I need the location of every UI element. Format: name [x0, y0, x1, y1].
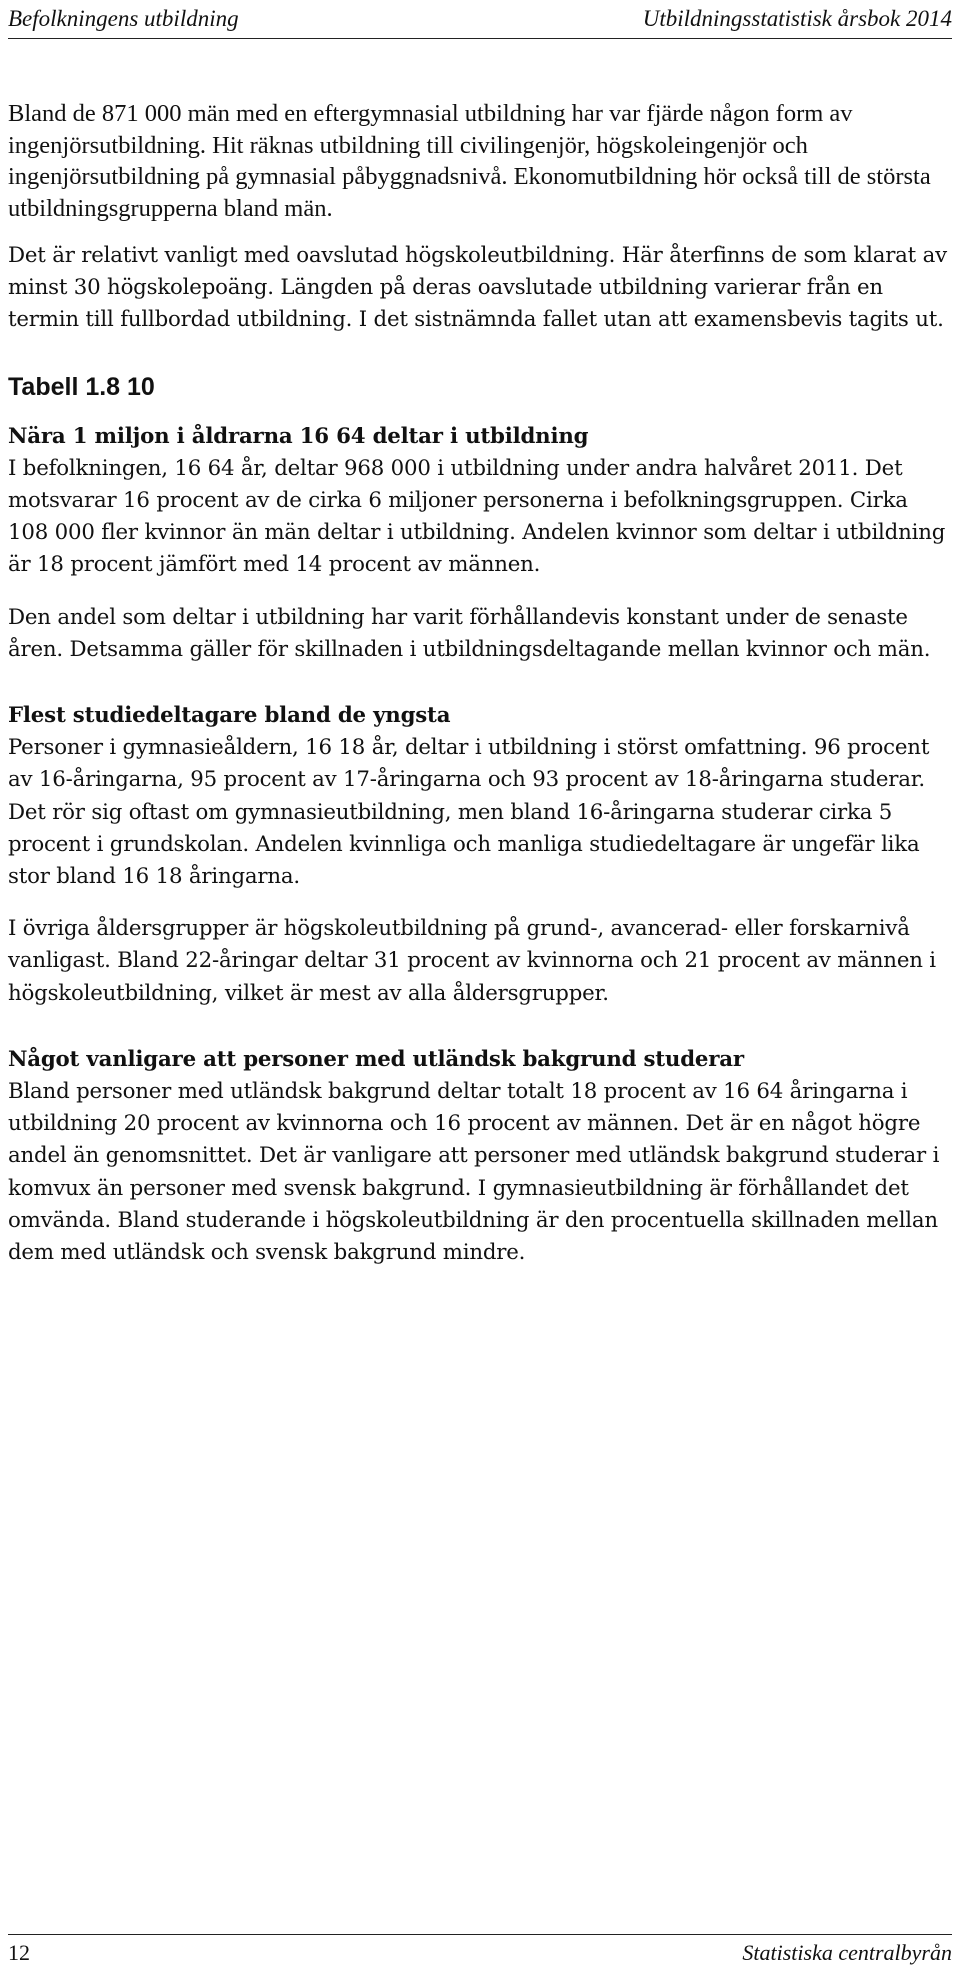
section-heading-youngest: Flest studiedeltagare bland de yngsta [8, 703, 451, 729]
page-number: 12 [8, 1939, 30, 1965]
section-youngest-paragraph-1: Personer i gymnasieåldern, 16 18 år, deltar i utbildning i störst omfattning. 96 procent av 16-åringarna, 95 procent av 17-åringarna och 93 procent av 18-åringarna studerar. Det rör sig oftast om gymnasieutbildning, men bland 16-åringarna studerar cirka 5 procent i grundskolan. Andelen kvinnliga och manliga studiedeltagare är ungefär lika stor bland 16 18 åringarna. [8, 735, 930, 890]
section-youngest-paragraph-2: I övriga åldersgrupper är högskoleutbildning på grund-, avancerad- eller forskarnivå vanligast. Bland 22-åringar deltar 31 procent av kvinnorna och 21 procent av männen i högskoleutbildning, vilket är mest av alla åldersgrupper. [8, 916, 936, 1006]
table-label: Tabell 1.8 10 [8, 372, 155, 401]
section-participation-paragraph-2: Den andel som deltar i utbildning har varit förhållandevis konstant under de senaste åren. Detsamma gäller för skillnaden i utbildningsdeltagande mellan kvinnor och män. [8, 604, 931, 662]
intro-paragraph-1: Bland de 871 000 män med en eftergymnasial utbildning har var fjärde någon form av ingenjörsutbildning. Hit räknas utbildning till civilingenjör, högskoleingenjör och ingenjörsutbildning på gymnasial påbyggnadsnivå. Ekonomutbildning hör också till de största utbildningsgrupperna bland män. [8, 100, 931, 222]
page-header [8, 0, 952, 39]
section-heading-foreign-background: Något vanligare att personer med utländsk bakgrund studerar [8, 1046, 744, 1072]
publisher-name: Statistiska centralbyrån [742, 1939, 952, 1965]
section-foreign-background-paragraph-1: Bland personer med utländsk bakgrund deltar totalt 18 procent av 16 64 åringarna i utbildning 20 procent av kvinnorna och 16 procent av männen. Det är en något högre andel än genomsnittet. Det är vanligare att personer med utländsk bakgrund studerar i komvux än personer med svensk bakgrund. I gymnasieutbildning är förhållandet det omvända. Bland studerande i högskoleutbildning är den procentuella skillnaden mellan dem med utländsk och svensk bakgrund mindre. [8, 1079, 940, 1266]
running-header-publication: Utbildningsstatistisk årsbok 2014 [642, 6, 952, 31]
running-header-section: Befolkningens utbildning [8, 6, 239, 31]
page-content [8, 98, 953, 1269]
section-participation-paragraph-1: I befolkningen, 16 64 år, deltar 968 000 i utbildning under andra halvåret 2011. Det motsvarar 16 procent av de cirka 6 miljoner personerna i befolkningsgruppen. Cirka 108 000 fler kvinnor än män deltar i utbildning. Andelen kvinnor som deltar i utbildning är 18 procent jämfört med 14 procent av männen. [8, 455, 946, 578]
section-heading-participation: Nära 1 miljon i åldrarna 16 64 deltar i utbildning [8, 423, 589, 449]
intro-paragraph-2: Det är relativt vanligt med oavslutad högskoleutbildning. Här återfinns de som klarat av minst 30 högskolepoäng. Längden på deras oavslutade utbildning varierar från en termin till fullbordad utbildning. I det sistnämnda fallet utan att examensbevis tagits ut. [8, 243, 947, 333]
page-footer [8, 1934, 952, 1970]
